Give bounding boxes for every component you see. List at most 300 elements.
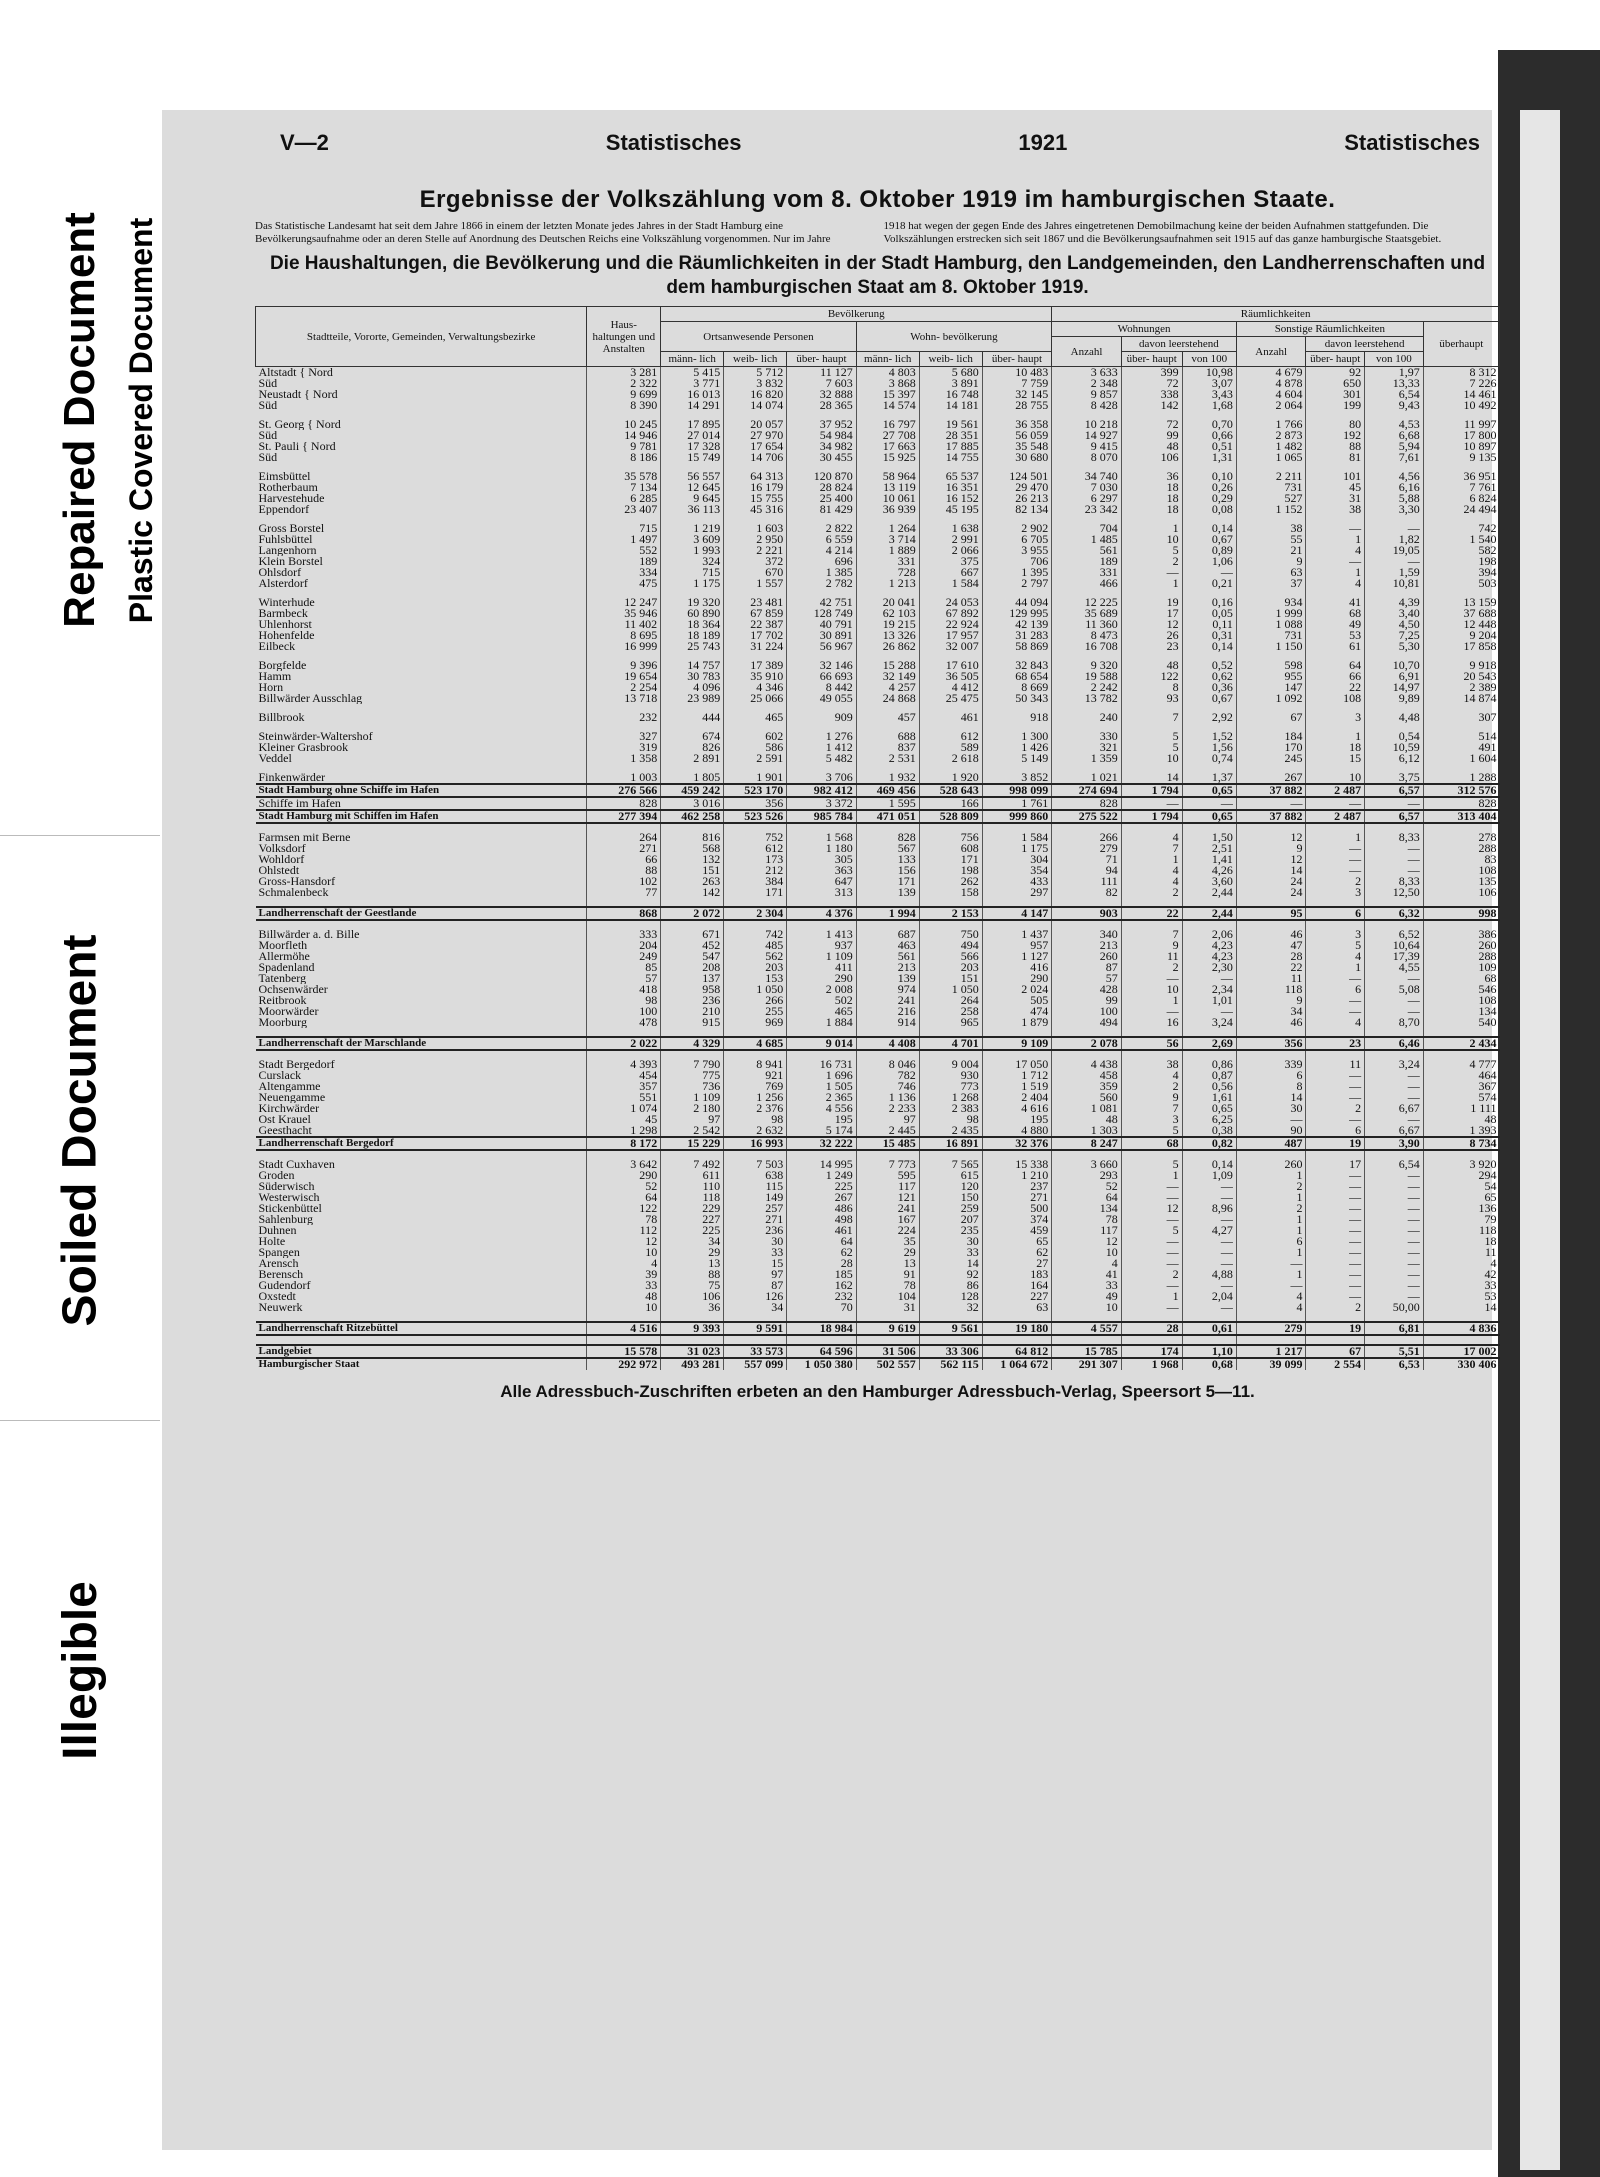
cell: 1 175 [982, 843, 1052, 854]
row-label [256, 515, 587, 523]
cell [1306, 1028, 1365, 1037]
cell: 2 [1306, 1302, 1365, 1313]
cell: 8 428 [1052, 400, 1122, 411]
cell: — [1365, 1070, 1424, 1081]
cell: 20 041 [856, 597, 919, 608]
cell: 5 680 [919, 367, 982, 379]
cell: 4 147 [982, 907, 1052, 920]
row-label: Schmalenbeck [258, 887, 329, 898]
row-label [256, 1050, 587, 1059]
cell: 471 051 [856, 810, 919, 823]
cell [1423, 515, 1499, 523]
cell: 2 445 [856, 1125, 919, 1137]
cell: 775 [661, 1070, 724, 1081]
cell: 2 487 [1306, 784, 1365, 797]
cell: 1 217 [1236, 1345, 1306, 1358]
cell: 25 066 [724, 693, 787, 704]
cell [1052, 515, 1122, 523]
document-title: Ergebnisse der Volkszählung vom 8. Oktober 1919 im hamburgischen Staate. [419, 186, 1336, 213]
cell: 199 [1306, 400, 1365, 411]
cell: 2 383 [919, 1103, 982, 1114]
cell: 0,65 [1182, 1103, 1236, 1114]
cell: 566 [919, 951, 982, 962]
cell: 8 473 [1052, 630, 1122, 641]
cell: — [1121, 973, 1182, 984]
cell: 4 616 [982, 1103, 1052, 1114]
cell [1423, 589, 1499, 597]
cell: 183 [982, 1269, 1052, 1280]
cell: 828 [1052, 797, 1122, 810]
cell: 16 891 [919, 1137, 982, 1150]
cell: — [1121, 567, 1182, 578]
side-label-plastic-text: Plastic Covered Document [123, 217, 160, 623]
cell: 7 226 [1423, 378, 1499, 389]
cell: 32 [919, 1302, 982, 1313]
cell [1365, 411, 1424, 419]
cell: 305 [787, 854, 857, 865]
row-label: Moorwärder [258, 1006, 319, 1017]
cell: 15 [1306, 753, 1365, 764]
cell: 6 [1306, 907, 1365, 920]
cell: 1,50 [1182, 832, 1236, 843]
cell: — [1365, 1291, 1424, 1302]
cell: 32 145 [982, 389, 1052, 400]
cell: 10,64 [1365, 940, 1424, 951]
cell: 95 [1236, 907, 1306, 920]
cell: 18 [1121, 482, 1182, 493]
cell: 1 [1121, 578, 1182, 589]
cell: 33 [919, 1247, 982, 1258]
cell: 291 307 [1052, 1358, 1122, 1370]
cell: 81 [1306, 452, 1365, 463]
cell: 493 281 [661, 1358, 724, 1370]
cell [787, 704, 857, 712]
cell [1182, 1050, 1236, 1059]
cell: 88 [587, 865, 661, 876]
cell: 133 [856, 854, 919, 865]
cell: 42 139 [982, 619, 1052, 630]
cell [919, 764, 982, 772]
summary-row [256, 810, 1500, 823]
cell: 4,27 [1182, 1225, 1236, 1236]
cell: 773 [919, 1081, 982, 1092]
cell: 35 946 [587, 608, 661, 619]
cell: 195 [787, 1114, 857, 1125]
cell: — [1365, 1236, 1424, 1247]
cell [724, 920, 787, 929]
cell: 64 596 [787, 1345, 857, 1358]
cell: 3 281 [587, 367, 661, 379]
col-raeumlichkeiten: Räumlichkeiten [1052, 307, 1500, 322]
cell [919, 652, 982, 660]
cell: 2 242 [1052, 682, 1122, 693]
cell: 26 [1121, 630, 1182, 641]
cell: 36 939 [856, 504, 919, 515]
cell: 7 030 [1052, 482, 1122, 493]
cell: 294 [1423, 1170, 1499, 1181]
cell: 118 [1236, 984, 1306, 995]
cell: 149 [724, 1192, 787, 1203]
cell: — [1182, 1214, 1236, 1225]
cell: 6,81 [1365, 1322, 1424, 1335]
cell: 128 749 [787, 608, 857, 619]
cell: 35 548 [982, 441, 1052, 452]
cell: 2,30 [1182, 962, 1236, 973]
cell: 1 303 [1052, 1125, 1122, 1137]
spacer-row [256, 411, 1500, 419]
cell [587, 1313, 661, 1322]
cell: — [1306, 1203, 1365, 1214]
cell: 2 591 [724, 753, 787, 764]
row-label: Stadt Cuxhaven [258, 1159, 335, 1170]
cell: 124 501 [982, 471, 1052, 482]
cell [1306, 411, 1365, 419]
cell: — [1365, 1269, 1424, 1280]
cell: 502 557 [856, 1358, 919, 1370]
cell: 706 [982, 556, 1052, 567]
table-row [256, 556, 1500, 567]
cell [661, 1028, 724, 1037]
cell: 14 946 [587, 430, 661, 441]
cell [787, 515, 857, 523]
cell: 27 708 [856, 430, 919, 441]
cell [1365, 898, 1424, 907]
cell [1423, 1313, 1499, 1322]
cell: 19 [1306, 1322, 1365, 1335]
cell: 14 [1423, 1302, 1499, 1313]
table-row [256, 1114, 1500, 1125]
cell: 1 050 [919, 984, 982, 995]
cell: 1 213 [856, 578, 919, 589]
cell: — [1306, 1247, 1365, 1258]
cell [724, 723, 787, 731]
cell: 4 [1121, 865, 1182, 876]
cell: 514 [1423, 731, 1499, 742]
cell: 14 [1236, 1092, 1306, 1103]
cell: 2 [1121, 556, 1182, 567]
cell [919, 823, 982, 832]
cell: 3 016 [661, 797, 724, 810]
cell [1236, 823, 1306, 832]
cell: 1 050 380 [787, 1358, 857, 1370]
cell: — [1306, 1280, 1365, 1291]
cell: 1 497 [587, 534, 661, 545]
cell: 18 [1306, 742, 1365, 753]
cell: 14 995 [787, 1159, 857, 1170]
cell: — [1365, 1092, 1424, 1103]
cell: 3,90 [1365, 1137, 1424, 1150]
spacer-row [256, 1050, 1500, 1059]
cell: 457 [856, 712, 919, 723]
cell [1121, 652, 1182, 660]
cell: 1 [1306, 962, 1365, 973]
table-row [256, 400, 1500, 411]
cell: 82 [1052, 887, 1122, 898]
cell: 2,44 [1182, 887, 1236, 898]
table-row [256, 1017, 1500, 1028]
cell: 12 [1121, 1203, 1182, 1214]
cell: — [1306, 1170, 1365, 1181]
cell: 4,23 [1182, 940, 1236, 951]
cell: 241 [856, 995, 919, 1006]
cell: 746 [856, 1081, 919, 1092]
cell: 13 119 [856, 482, 919, 493]
cell: 167 [856, 1214, 919, 1225]
cell: 9 781 [587, 441, 661, 452]
cell: 1 603 [724, 523, 787, 534]
side-label-illegible [0, 1490, 160, 1850]
cell [587, 1335, 661, 1345]
cell: 330 [1052, 731, 1122, 742]
cell: 4 096 [661, 682, 724, 693]
cell: 1,61 [1182, 1092, 1236, 1103]
cell: 13 [856, 1258, 919, 1269]
row-label [256, 1150, 587, 1159]
row-label: Curslack [258, 1070, 302, 1081]
cell: 6 [1236, 1236, 1306, 1247]
cell: 14 [1121, 772, 1182, 784]
table-row [256, 876, 1500, 887]
cell: 998 [1423, 907, 1499, 920]
cell: 411 [787, 962, 857, 973]
cell: 276 566 [587, 784, 661, 797]
row-label: Kirchwärder [258, 1103, 320, 1114]
cell: — [1121, 1247, 1182, 1258]
cell: 461 [787, 1225, 857, 1236]
cell [1182, 1028, 1236, 1037]
cell: 35 910 [724, 671, 787, 682]
cell: 110 [661, 1181, 724, 1192]
cell [1306, 704, 1365, 712]
cell: 100 [587, 1006, 661, 1017]
cell: 4 257 [856, 682, 919, 693]
cell: 78 [587, 1214, 661, 1225]
table-row [256, 1247, 1500, 1258]
cell: 3 609 [661, 534, 724, 545]
cell: 162 [787, 1280, 857, 1291]
cell: — [1306, 1236, 1365, 1247]
cell: 29 470 [982, 482, 1052, 493]
cell [856, 920, 919, 929]
cell: 7 565 [919, 1159, 982, 1170]
cell: 12,50 [1365, 887, 1424, 898]
cell: — [1365, 1192, 1424, 1203]
cell: 10 483 [982, 367, 1052, 379]
cell [982, 1313, 1052, 1322]
cell: 189 [1052, 556, 1122, 567]
cell: 1 884 [787, 1017, 857, 1028]
cell: 33 306 [919, 1345, 982, 1358]
cell: 42 751 [787, 597, 857, 608]
cell: 6,52 [1365, 929, 1424, 940]
row-label: Wohldorf [258, 854, 305, 865]
cell: 68 [1306, 608, 1365, 619]
cell: 2 211 [1236, 471, 1306, 482]
cell: 8 070 [1052, 452, 1122, 463]
cell: 1 152 [1236, 504, 1306, 515]
row-label [256, 723, 587, 731]
cell: 9 320 [1052, 660, 1122, 671]
cell: — [1365, 1247, 1424, 1258]
table-row [256, 731, 1500, 742]
cell: 2,06 [1182, 929, 1236, 940]
cell: — [1365, 1081, 1424, 1092]
cell: 1 003 [587, 772, 661, 784]
cell: 225 [787, 1181, 857, 1192]
cell [1365, 1313, 1424, 1322]
cell: 290 [787, 973, 857, 984]
cell: 915 [661, 1017, 724, 1028]
cell: 828 [587, 797, 661, 810]
table-row [256, 378, 1500, 389]
cell: 271 [587, 843, 661, 854]
cell [787, 1050, 857, 1059]
cell: 4 214 [787, 545, 857, 556]
cell: 12 [1236, 832, 1306, 843]
cell: 1 065 [1236, 452, 1306, 463]
cell: — [1365, 797, 1424, 810]
cell: 36 [1121, 471, 1182, 482]
side-divider [0, 835, 160, 836]
cell [1236, 652, 1306, 660]
cell: 8 312 [1423, 367, 1499, 379]
cell [919, 515, 982, 523]
cell: 4,50 [1365, 619, 1424, 630]
cell: 3 771 [661, 378, 724, 389]
cell: 31 224 [724, 641, 787, 652]
cell: 4 836 [1423, 1322, 1499, 1335]
spacer-row [256, 723, 1500, 731]
cell: 15 229 [661, 1137, 724, 1150]
cell [1423, 1050, 1499, 1059]
cell: 208 [661, 962, 724, 973]
cell: 459 242 [661, 784, 724, 797]
cell [1306, 463, 1365, 471]
cell: 985 784 [787, 810, 857, 823]
cell: 86 [919, 1280, 982, 1291]
cell: 1 485 [1052, 534, 1122, 545]
cell: 1 395 [982, 567, 1052, 578]
cell: 71 [1052, 854, 1122, 865]
row-label: Steinwärder-Waltershof [258, 731, 373, 742]
cell: 1 393 [1423, 1125, 1499, 1137]
cell: — [1365, 1006, 1424, 1017]
cell: 2 [1121, 1081, 1182, 1092]
cell: 1 [1306, 567, 1365, 578]
cell: 2 022 [587, 1037, 661, 1050]
cell: 612 [919, 731, 982, 742]
cell: 1 064 672 [982, 1358, 1052, 1370]
cell: 2,44 [1182, 907, 1236, 920]
cell: 324 [661, 556, 724, 567]
col-wohn-w: weib- lich [919, 352, 982, 367]
cell: 4 557 [1052, 1322, 1122, 1335]
cell [661, 463, 724, 471]
cell: 7 134 [587, 482, 661, 493]
cell: 475 [587, 578, 661, 589]
cell: 982 412 [787, 784, 857, 797]
cell: 2 554 [1306, 1358, 1365, 1370]
cell: — [1306, 973, 1365, 984]
cell: 485 [724, 940, 787, 951]
row-label: Sahlenburg [258, 1214, 313, 1225]
cell: 6 824 [1423, 493, 1499, 504]
cell: 0,65 [1182, 810, 1236, 823]
cell: 4 [1121, 876, 1182, 887]
cell: 58 964 [856, 471, 919, 482]
cell [1423, 704, 1499, 712]
cell: 185 [787, 1269, 857, 1280]
col-orts-u: über- haupt [787, 352, 857, 367]
cell: 156 [856, 865, 919, 876]
cell: 5 [1121, 742, 1182, 753]
cell: 266 [1052, 832, 1122, 843]
cell: 466 [1052, 578, 1122, 589]
cell: 367 [1423, 1081, 1499, 1092]
cell [1182, 652, 1236, 660]
cell: 356 [724, 797, 787, 810]
cell: 87 [1052, 962, 1122, 973]
cell: 0,21 [1182, 578, 1236, 589]
cell: 688 [856, 731, 919, 742]
table-row [256, 671, 1500, 682]
cell: 1 [1236, 1192, 1306, 1203]
row-label: Eilbeck [258, 641, 296, 652]
cell: 1,52 [1182, 731, 1236, 742]
row-label: Gross-Hansdorf [258, 876, 336, 887]
cell: — [1306, 995, 1365, 1006]
cell: 1 901 [724, 772, 787, 784]
table-row [256, 1291, 1500, 1302]
cell [661, 589, 724, 597]
cell: 339 [1236, 1059, 1306, 1070]
cell: 48 [1423, 1114, 1499, 1125]
cell: — [1121, 1214, 1182, 1225]
cell: 331 [1052, 567, 1122, 578]
cell [1423, 1150, 1499, 1159]
cell [856, 589, 919, 597]
cell [1365, 823, 1424, 832]
cell: 17 328 [661, 441, 724, 452]
cell: 5,94 [1365, 441, 1424, 452]
cell: 4 880 [982, 1125, 1052, 1137]
cell: 826 [661, 742, 724, 753]
cell: 267 [787, 1192, 857, 1203]
cell: 782 [856, 1070, 919, 1081]
cell [1182, 589, 1236, 597]
row-label: St. Georg { Nord [258, 419, 341, 430]
cell: 50,00 [1365, 1302, 1424, 1313]
cell: 216 [856, 1006, 919, 1017]
cell: 1 [1236, 1225, 1306, 1236]
cell: 9 [1121, 1092, 1182, 1103]
cell: 1,37 [1182, 772, 1236, 784]
cell [1236, 411, 1306, 419]
cell [919, 920, 982, 929]
summary-row [256, 1358, 1500, 1370]
cell: 17 050 [982, 1059, 1052, 1070]
cell [982, 898, 1052, 907]
cell [919, 704, 982, 712]
cell: 0,74 [1182, 753, 1236, 764]
cell [982, 920, 1052, 929]
cell: 909 [787, 712, 857, 723]
cell: 2 531 [856, 753, 919, 764]
cell: 37 688 [1423, 608, 1499, 619]
cell: 465 [787, 1006, 857, 1017]
cell: 11 402 [587, 619, 661, 630]
cell: — [1121, 1192, 1182, 1203]
